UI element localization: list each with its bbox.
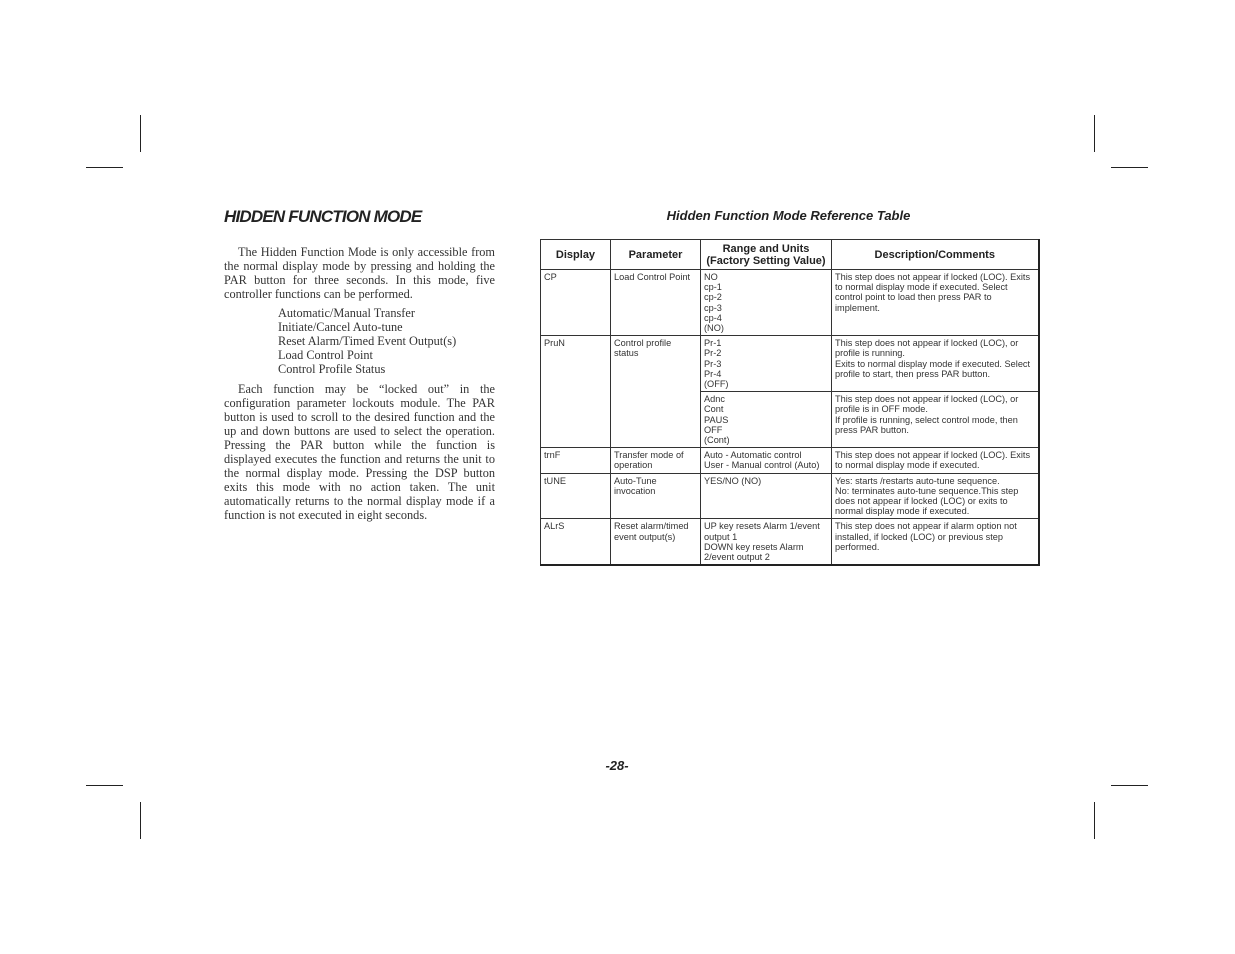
function-list-item: Initiate/Cancel Auto-tune xyxy=(278,320,403,334)
page-number: -28- xyxy=(605,758,629,773)
crop-mark xyxy=(1094,802,1095,839)
header-parameter: Parameter xyxy=(611,240,701,270)
table-row xyxy=(541,519,1039,565)
cell-description: This step does not appear if locked (LOC), or profile is in OFF mode. If profile is running, select control mode, then press PAR button. xyxy=(832,392,1039,448)
cell-description: This step does not appear if alarm option not installed, if locked (LOC) or previous step performed. xyxy=(832,519,1039,565)
reference-table xyxy=(540,239,1040,566)
cell-display: CP xyxy=(541,270,611,336)
header-display: Display xyxy=(541,240,611,270)
cell-range: NO cp-1 cp-2 cp-3 cp-4 (NO) xyxy=(701,270,832,336)
crop-mark xyxy=(140,115,141,152)
function-list-item: Reset Alarm/Timed Event Output(s) xyxy=(278,334,457,348)
table-title: Hidden Function Mode Reference Table xyxy=(666,208,911,223)
cell-range: YES/NO (NO) xyxy=(701,473,832,519)
cell-parameter: Auto-Tune invocation xyxy=(611,473,701,519)
cell-range: Auto - Automatic control User - Manual control (Auto) xyxy=(701,448,832,473)
cell-description: This step does not appear if locked (LOC). Exits to normal display mode if executed. Select control point to load then press PAR to implement. xyxy=(832,270,1039,336)
cell-parameter: Reset alarm/timed event output(s) xyxy=(611,519,701,565)
cell-description: Yes: starts /restarts auto-tune sequence. No: terminates auto-tune sequence.This step does not appear if locked (LOC) or exits to normal display mode if executed. xyxy=(832,473,1039,519)
table-row xyxy=(541,473,1039,519)
cell-display: PruN xyxy=(541,336,611,448)
cell-range: Adnc Cont PAUS OFF (Cont) xyxy=(701,392,832,448)
cell-display: tUNE xyxy=(541,473,611,519)
table-row xyxy=(541,448,1039,473)
intro-paragraph: The Hidden Function Mode is only accessible from the normal display mode by pressing and holding the PAR button for three seconds. In this mode, five controller functions can be performed. xyxy=(224,245,495,301)
table-row xyxy=(541,336,1039,392)
table-header-row xyxy=(541,240,1039,270)
function-list-item: Load Control Point xyxy=(278,348,373,362)
cell-parameter: Load Control Point xyxy=(611,270,701,336)
crop-mark xyxy=(140,802,141,839)
function-list xyxy=(278,306,456,376)
cell-description: This step does not appear if locked (LOC), or profile is running. Exits to normal display mode if executed. Select profile to start, then press PAR button. xyxy=(832,336,1039,392)
crop-mark xyxy=(86,785,123,786)
cell-parameter: Control profile status xyxy=(611,336,701,448)
cell-display: ALrS xyxy=(541,519,611,565)
function-list-item: Control Profile Status xyxy=(278,362,386,376)
crop-mark xyxy=(1111,167,1148,168)
cell-range: Pr-1 Pr-2 Pr-3 Pr-4 (OFF) xyxy=(701,336,832,392)
crop-mark xyxy=(86,167,123,168)
crop-mark xyxy=(1094,115,1095,152)
cell-description: This step does not appear if locked (LOC). Exits to normal display mode if executed. xyxy=(832,448,1039,473)
lockout-paragraph: Each function may be “locked out” in the configuration parameter lockouts module. The PAR button is used to scroll to the desired function and the up and down buttons are used to select the operation. Pressing the PAR button while the function is displayed executes the function and returns the unit to the normal display mode. Pressing the DSP button exits this mode with no action taken. The unit automatically returns to the normal display mode if a function is not executed in eight seconds. xyxy=(224,382,495,522)
crop-mark xyxy=(1111,785,1148,786)
cell-parameter: Transfer mode of operation xyxy=(611,448,701,473)
cell-display: trnF xyxy=(541,448,611,473)
cell-range: UP key resets Alarm 1/event output 1 DOWN key resets Alarm 2/event output 2 xyxy=(701,519,832,565)
header-range: Range and Units (Factory Setting Value) xyxy=(701,240,832,270)
page-heading: HIDDEN FUNCTION MODE xyxy=(224,207,422,226)
table-row xyxy=(541,270,1039,336)
function-list-item: Automatic/Manual Transfer xyxy=(278,306,415,320)
header-description: Description/Comments xyxy=(832,240,1039,270)
